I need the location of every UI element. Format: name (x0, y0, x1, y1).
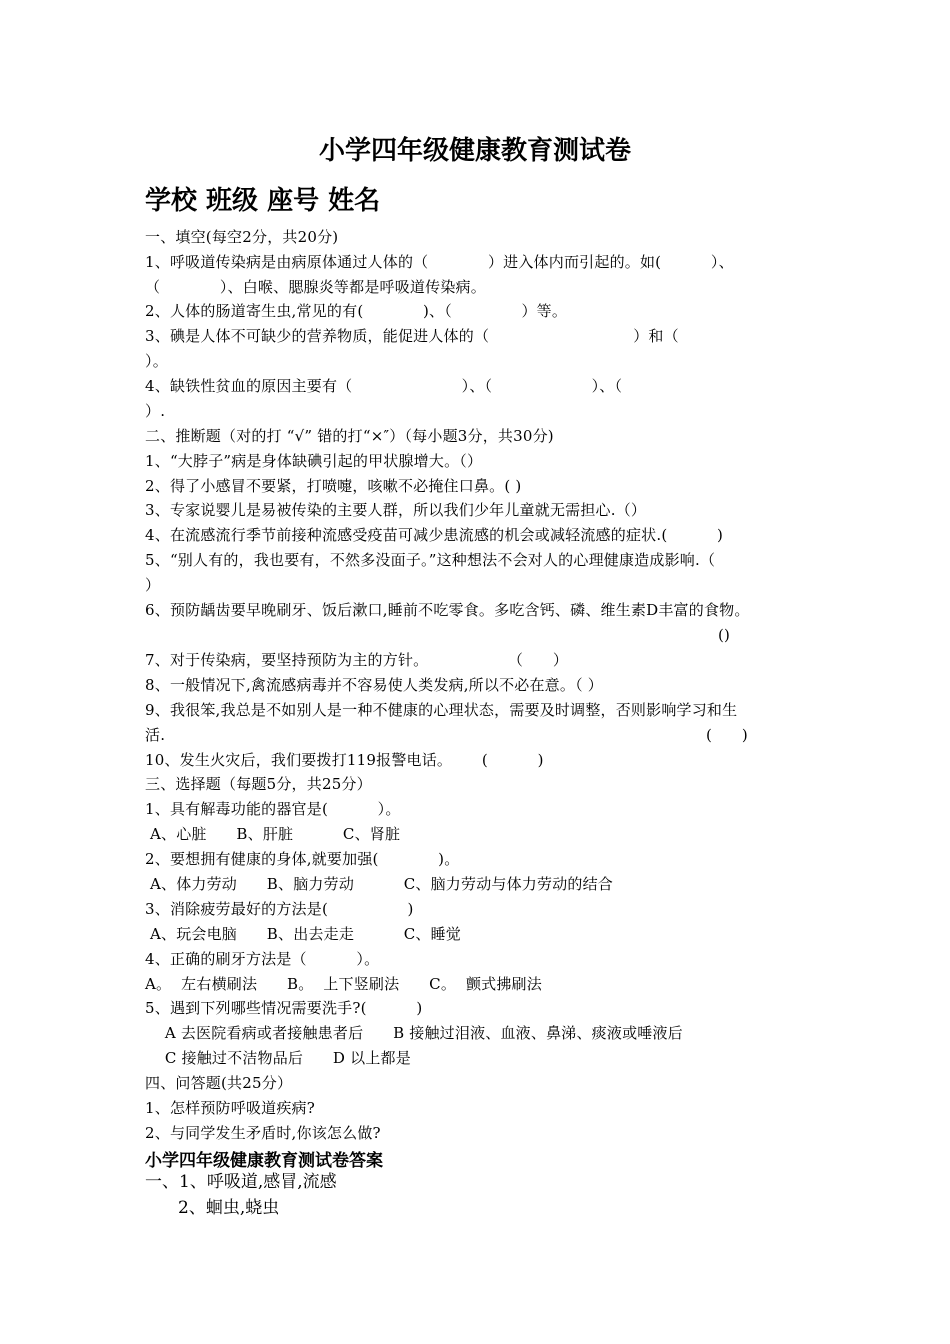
option-line: A。 左右横刷法 B。 上下竖刷法 C。 颤式拂刷法 (145, 975, 542, 993)
page-title: 小学四年级健康教育测试卷 (318, 136, 631, 166)
section-heading-qa: 四、问答题(共25分） (145, 1074, 293, 1092)
question-line: ）。 (145, 352, 168, 370)
section-heading-fill: 一、填空(每空2分，共20分) (145, 228, 339, 246)
section-heading-judge: 二、推断题（对的打 “√” 错的打“×″）（每小题3分，共30分) (145, 427, 554, 445)
question-line: 2、得了小感冒不要紧，打喷嚏，咳嗽不必掩住口鼻。( ) (145, 477, 522, 495)
question-line: 5、遇到下列哪些情况需要洗手?( ) (145, 999, 423, 1017)
answer-key-title: 小学四年级健康教育测试卷答案 (145, 1151, 383, 1171)
question-line: 10、发生火灾后，我们要拨打119报警电话。 ( ) (145, 751, 544, 769)
answer-bracket: () (718, 626, 731, 644)
question-line: 5、“别人有的，我也要有，不然多没面子。”这种想法不会对人的心理健康造成影响.（ (145, 551, 716, 569)
question-line: 2、要想拥有健康的身体,就要加强( )。 (145, 850, 460, 868)
question-line: 8、一般情况下,禽流感病毒并不容易使人类发病,所以不必在意。（ ） (145, 676, 603, 694)
question-line: 2、人体的肠道寄生虫,常见的有( )、（ ）等。 (145, 302, 568, 320)
question-line: 1、“大脖子”病是身体缺碘引起的甲状腺增大。（） (145, 452, 483, 470)
answer-line: 2、蛔虫,蛲虫 (178, 1198, 280, 1218)
question-line: 2、与同学发生矛盾时,你该怎么做? (145, 1124, 381, 1142)
option-line: A、心脏 B、肝脏 C、肾脏 (145, 825, 401, 843)
question-line: 1、呼吸道传染病是由病原体通过人体的（ ）进入体内而引起的。如( ）、 (145, 253, 734, 271)
question-line: 4、缺铁性贫血的原因主要有（ ）、（ ）、（ (145, 377, 623, 395)
question-line: 3、消除疲劳最好的方法是( ) (145, 900, 414, 918)
question-line: 3、碘是人体不可缺少的营养物质，能促进人体的（ ）和（ (145, 327, 679, 345)
question-line: ） (145, 576, 161, 594)
question-line: 6、预防龋齿要早晚刷牙、饭后漱口,睡前不吃零食。多吃含钙、磷、维生素D丰富的食物。 (145, 601, 750, 619)
question-line: 3、专家说婴儿是易被传染的主要人群，所以我们少年儿童就无需担心.（） (145, 501, 647, 519)
answer-bracket: ( ) (706, 726, 748, 744)
question-line: ）. (145, 402, 166, 420)
option-line: C 接触过不洁物品后 D 以上都是 (145, 1049, 411, 1067)
question-line: （ ）、白喉、腮腺炎等都是呼吸道传染病。 (145, 278, 486, 296)
question-line: 活. (145, 726, 166, 744)
question-line: 4、正确的刷牙方法是（ ）。 (145, 950, 380, 968)
question-line: 7、对于传染病，要坚持预防为主的方针。 （ ） (145, 651, 569, 669)
section-heading-choice: 三、选择题（每题5分，共25分） (145, 775, 372, 793)
question-line: 1、具有解毒功能的器官是( ）。 (145, 800, 401, 818)
option-line: A 去医院看病或者接触患者后 B 接触过泪液、血液、鼻涕、痰液或唾液后 (145, 1024, 683, 1042)
student-info-header: 学校 班级 座号 姓名 (145, 186, 381, 216)
question-line: 1、怎样预防呼吸道疾病? (145, 1099, 315, 1117)
option-line: A、体力劳动 B、脑力劳动 C、脑力劳动与体力劳动的结合 (145, 875, 613, 893)
option-line: A、玩会电脑 B、出去走走 C、睡觉 (145, 925, 461, 943)
answer-line: 一、1、呼吸道,感冒,流感 (145, 1172, 337, 1192)
question-line: 9、我很笨,我总是不如别人是一种不健康的心理状态，需要及时调整，否则影响学习和生 (145, 701, 738, 719)
question-line: 4、在流感流行季节前接种流感受疫苗可减少患流感的机会或减轻流感的症状.( ) (145, 526, 724, 544)
